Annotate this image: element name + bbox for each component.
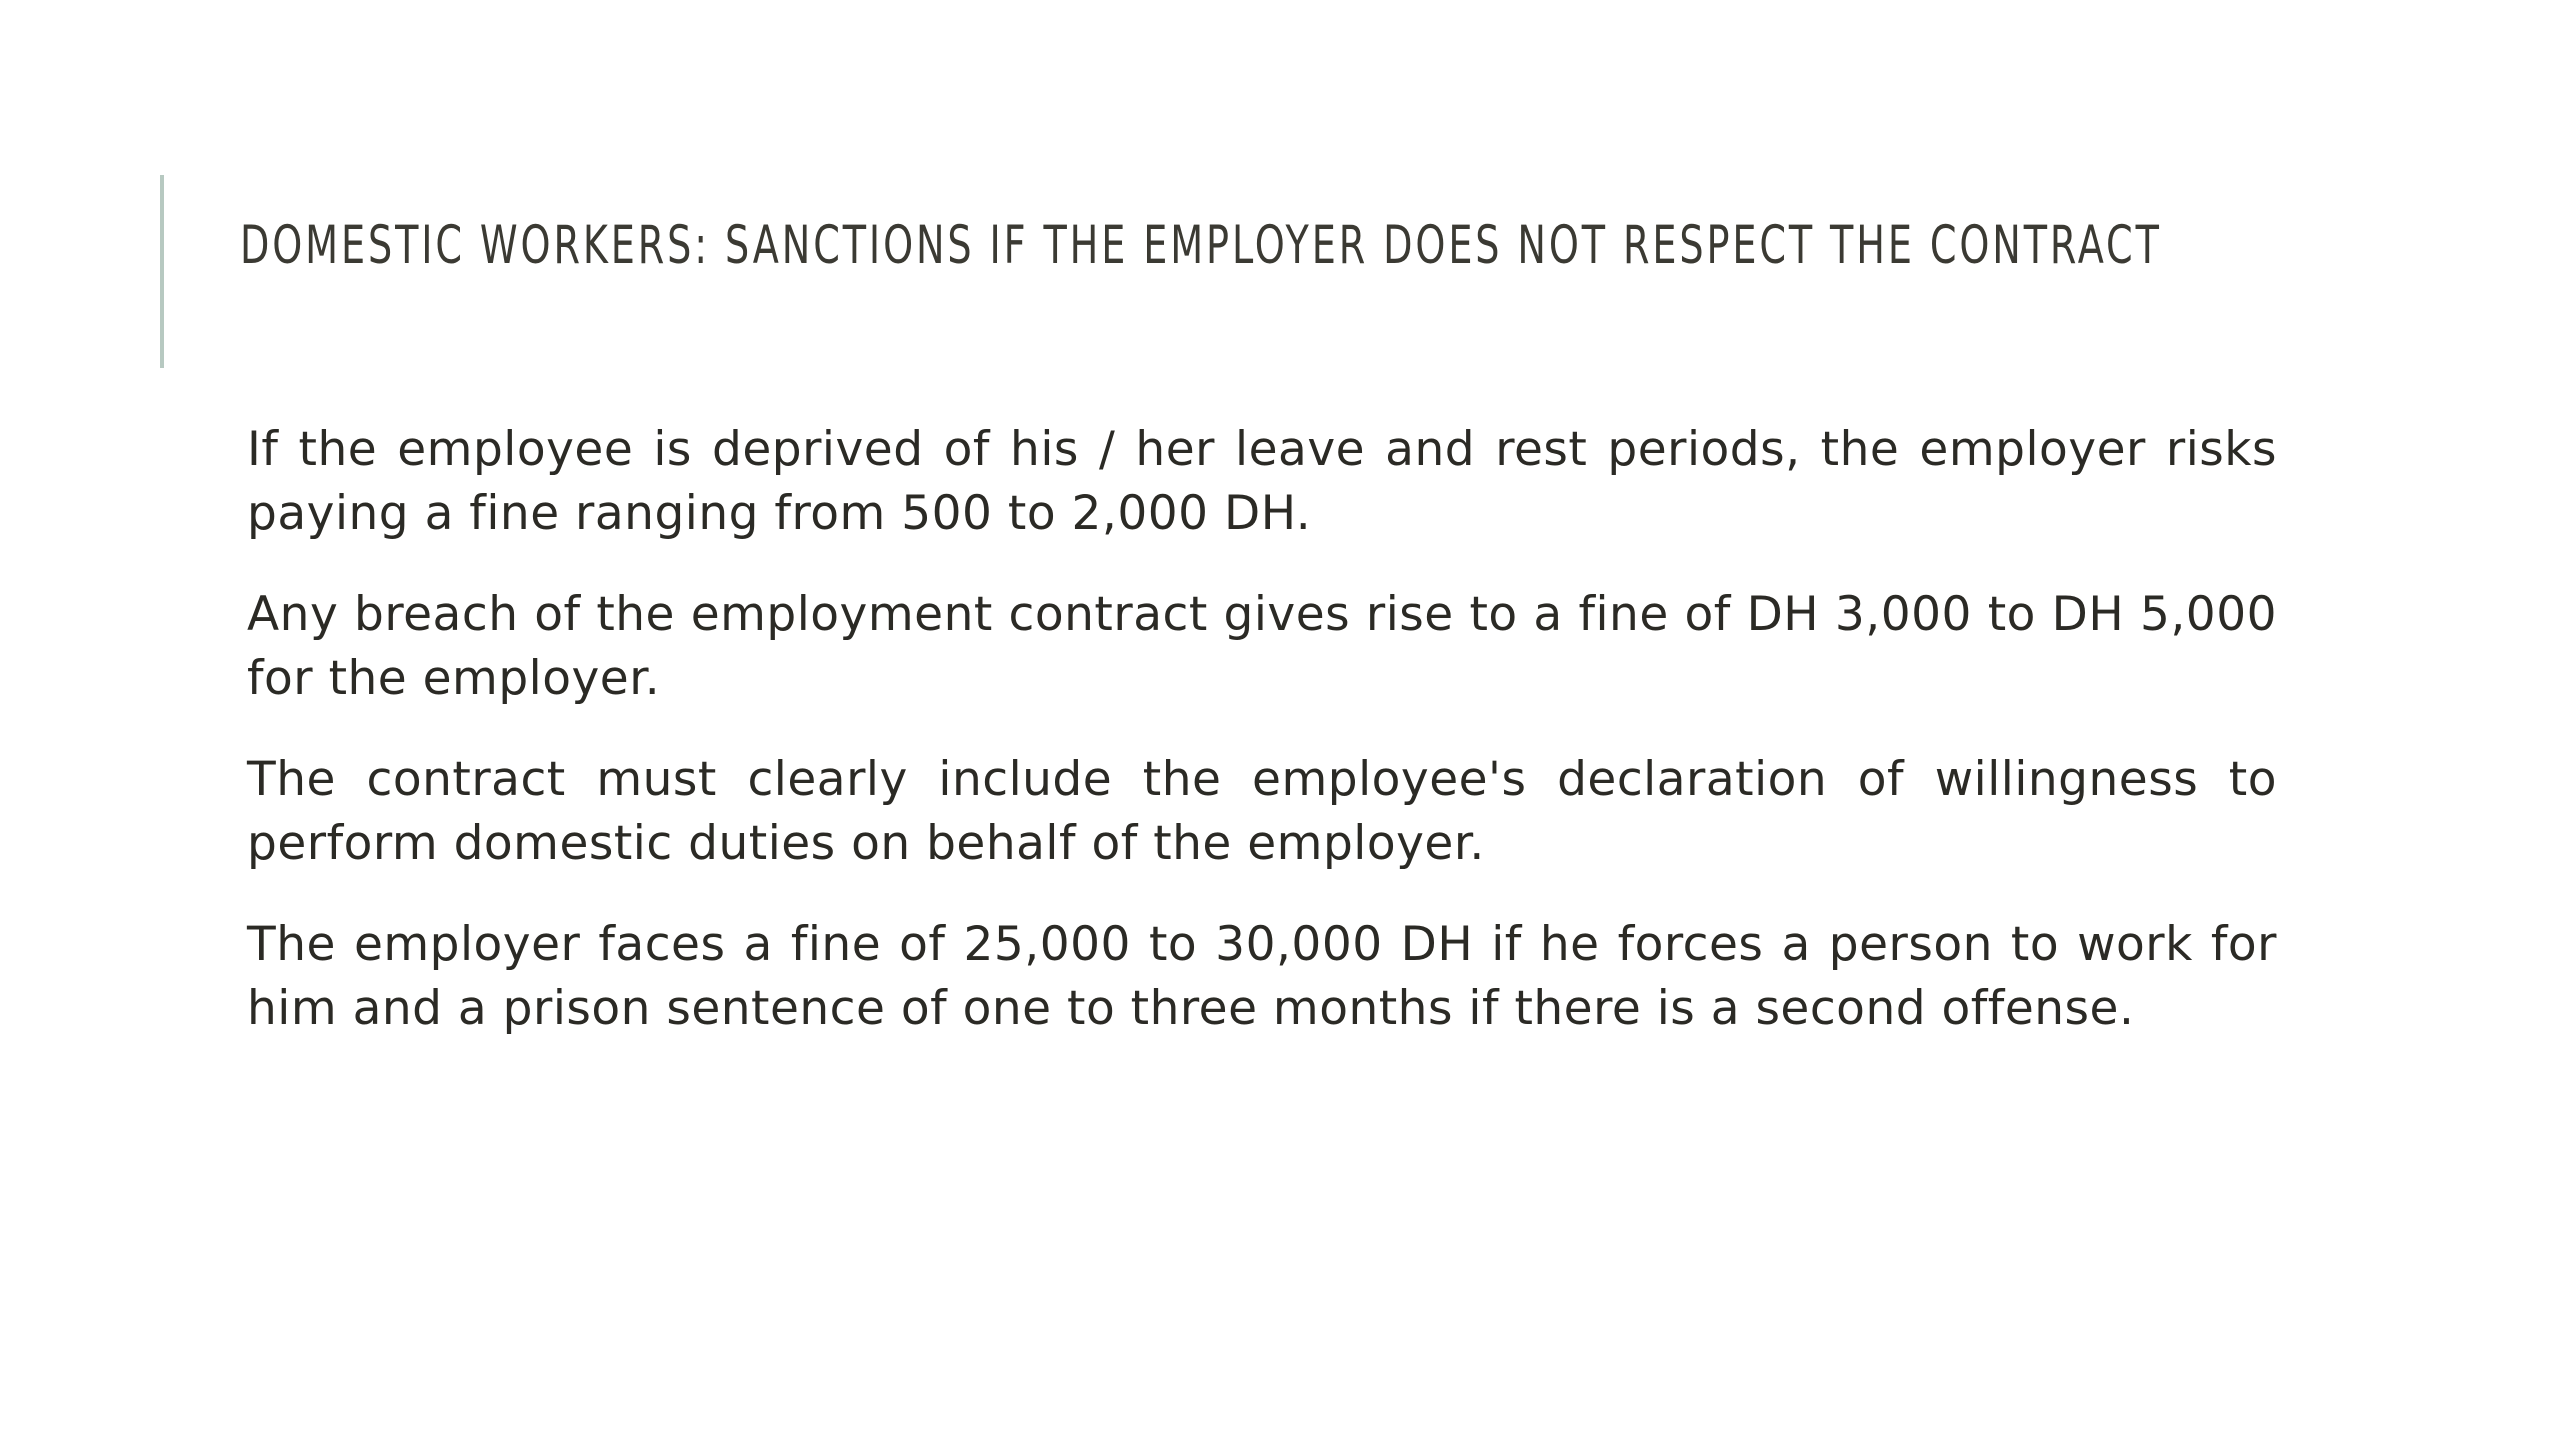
- slide-body: [247, 418, 2277, 1078]
- body-paragraph: Any breach of the employment contract gives rise to a fine of DH 3,000 to DH 5,000 for the employer.: [247, 587, 2277, 706]
- body-paragraph: The contract must clearly include the employee's declaration of willingness to perform domestic duties on behalf of the employer.: [247, 752, 2277, 871]
- title-accent-line: [160, 175, 164, 368]
- body-paragraph: The employer faces a fine of 25,000 to 30,000 DH if he forces a person to work for him and a prison sentence of one to three months if there is a second offense.: [247, 917, 2277, 1036]
- slide-title: DOMESTIC WORKERS: SANCTIONS IF THE EMPLOYER DOES NOT RESPECT THE CONTRACT: [240, 215, 2162, 276]
- body-paragraph: If the employee is deprived of his / her leave and rest periods, the employer risks paying a fine ranging from 500 to 2,000 DH.: [247, 422, 2277, 541]
